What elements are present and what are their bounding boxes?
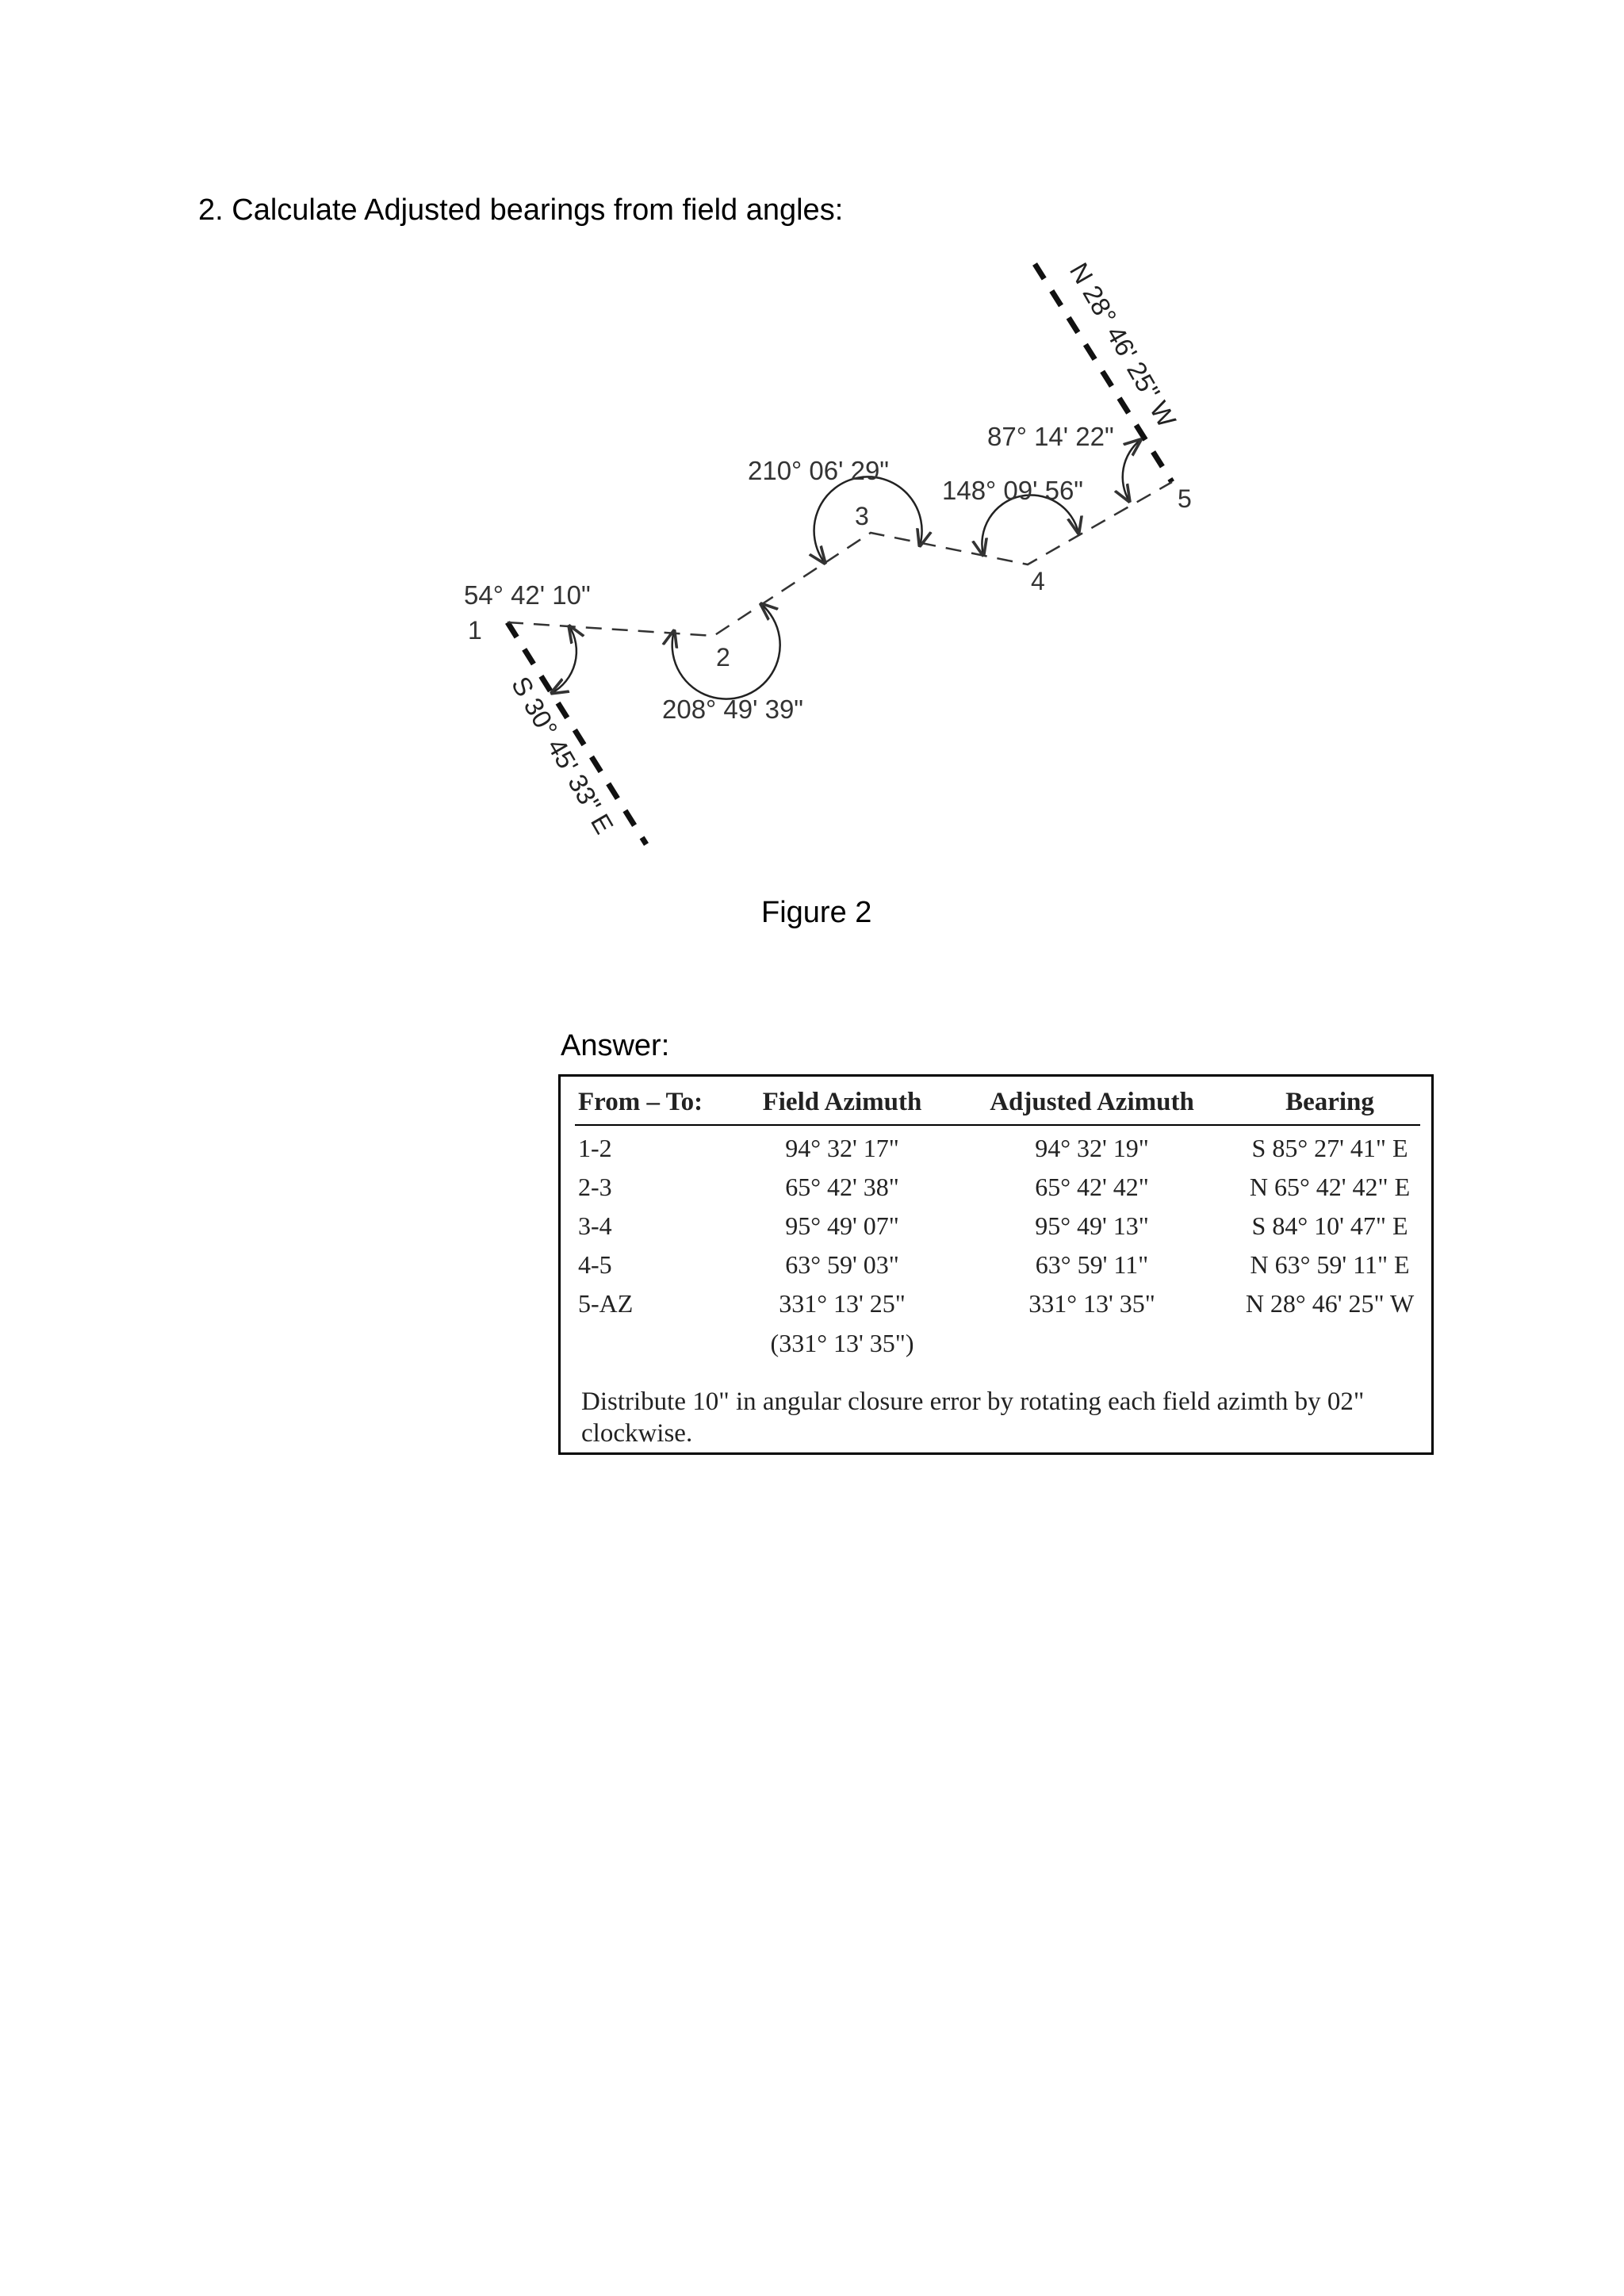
cell-from-to: 2-3 (578, 1173, 612, 1201)
cell-from-to: 4-5 (578, 1250, 612, 1279)
table-header (561, 1077, 1431, 1116)
traverse-figure (0, 0, 1624, 951)
station-label-3: 3 (855, 502, 869, 530)
table-row-extra (561, 1329, 1431, 1364)
angle-label-2: 208° 49' 39" (662, 695, 804, 724)
figure-caption: Figure 2 (761, 896, 872, 929)
cell-bearing: N 28° 46' 25" W (1245, 1289, 1415, 1318)
cell-adjusted-azimuth: 331° 13' 35" (1028, 1289, 1155, 1318)
header-from-to: From – To: (578, 1088, 703, 1116)
cell-bearing: S 85° 27' 41" E (1251, 1134, 1408, 1162)
angle-arc-1 (552, 626, 576, 693)
station-label-2: 2 (716, 643, 730, 672)
angle-label-4: 148° 09' 56" (942, 476, 1084, 505)
traverse-path (508, 482, 1172, 636)
header-bearing: Bearing (1285, 1088, 1374, 1116)
header-adjusted-azimuth: Adjusted Azimuth (990, 1088, 1194, 1116)
table-row (561, 1250, 1431, 1285)
cell-adjusted-azimuth: 94° 32' 19" (1035, 1134, 1149, 1162)
table-row (561, 1173, 1431, 1207)
cell-from-to: 1-2 (578, 1134, 612, 1162)
cell-field-azimuth: 95° 49' 07" (785, 1211, 899, 1240)
answer-label: Answer: (561, 1029, 670, 1062)
table-row (561, 1289, 1431, 1324)
station-label-5: 5 (1178, 484, 1192, 513)
cell-from-to: 5-AZ (578, 1289, 634, 1318)
cell-field-azimuth: 94° 32' 17" (785, 1134, 899, 1162)
cell-bearing: N 65° 42' 42" E (1249, 1173, 1411, 1201)
angle-label-1: 54° 42' 10" (464, 580, 591, 610)
angle-arc-5 (1123, 440, 1140, 501)
header-divider (575, 1124, 1420, 1126)
question-text: 2. Calculate Adjusted bearings from field angles: (198, 193, 844, 227)
cell-adjusted-azimuth: 95° 49' 13" (1035, 1211, 1149, 1240)
cell-field-azimuth: 331° 13' 25" (779, 1289, 906, 1318)
cell-adjusted-azimuth: 63° 59' 11" (1035, 1250, 1149, 1279)
closure-note: Distribute 10" in angular closure error by rotating each field azimth by 02" clockwise. (581, 1387, 1365, 1448)
cell-field-azimuth: 65° 42' 38" (785, 1173, 899, 1201)
cell-adjusted-azimuth: 65° 42' 42" (1035, 1173, 1149, 1201)
cell-bearing: N 63° 59' 11" E (1250, 1250, 1410, 1279)
angle-label-3: 210° 06' 29" (748, 456, 890, 485)
bearing-label-start: S 30° 45' 33" E (505, 672, 619, 839)
answer-table (558, 1074, 1434, 1455)
station-label-4: 4 (1031, 567, 1045, 595)
table-row (561, 1134, 1431, 1169)
station-label-1: 1 (468, 616, 482, 645)
bearing-label-end: N 28° 46' 25" W (1063, 258, 1182, 433)
cell-bearing: S 84° 10' 47" E (1251, 1211, 1408, 1240)
cell-from-to: 3-4 (578, 1211, 612, 1240)
header-field-azimuth: Field Azimuth (762, 1088, 922, 1116)
cell-corrected-azimuth: (331° 13' 35") (770, 1329, 914, 1357)
table-row (561, 1211, 1431, 1246)
cell-field-azimuth: 63° 59' 03" (785, 1250, 899, 1279)
angle-label-5: 87° 14' 22" (987, 422, 1114, 451)
